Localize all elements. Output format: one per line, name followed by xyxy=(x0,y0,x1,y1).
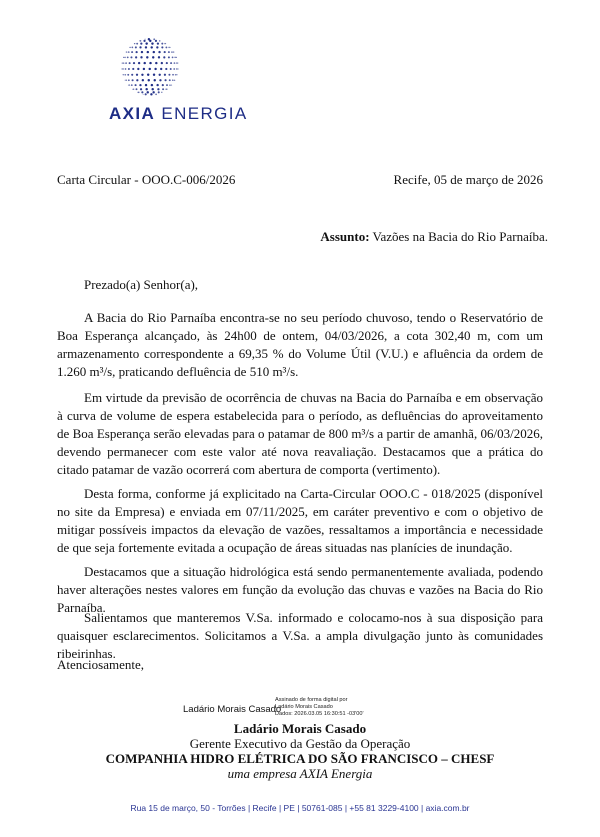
sphere-dot xyxy=(140,40,142,42)
sphere-dot xyxy=(151,84,153,86)
sphere-dot xyxy=(165,43,166,44)
company-name: COMPANHIA HIDRO ELÉTRICA DO SÃO FRANCISCO – CHESF xyxy=(105,751,495,766)
sphere-dot xyxy=(169,84,171,86)
sphere-dot xyxy=(143,94,144,95)
paragraph-4: Destacamos que a situação hidrológica está sendo permanentemente avaliada, podendo haver alterações nestes valores em função da evolução das chuvas e vazões na Bacia do Rio Parnaíba. xyxy=(57,564,543,615)
sphere-dot xyxy=(151,42,153,44)
sphere-dot xyxy=(162,88,164,90)
sphere-dot xyxy=(156,46,158,48)
sphere-dot xyxy=(153,51,155,53)
sphere-dot xyxy=(131,74,133,76)
digital-signature-line-2: Ladário Morais Casado xyxy=(275,704,333,711)
sphere-dot xyxy=(174,62,176,64)
sphere-dot xyxy=(127,74,129,76)
sphere-dot xyxy=(133,62,135,64)
digital-signature-line-1: Assinado de forma digital por xyxy=(275,697,348,703)
sphere-dot xyxy=(137,68,139,70)
sphere-dot xyxy=(155,94,157,96)
sphere-dot xyxy=(171,85,172,86)
company-tagline: uma empresa AXIA Energia xyxy=(227,766,373,781)
paragraph-2: Em virtude da previsão de ocorrência de chuvas na Bacia do Parnaíba e em observação à curva de volume de espera estabelecida para o período, as defluências do aproveitamento de Boa Esperança serão elevadas para o patamar de 800 m³/s a partir de amanhã, 06/03/2026, devendo permanecer com este valor até nova reavaliação. Destacamos que a prática do citado patamar de vazão ocorrerá com abertura de comporta (vertimento). xyxy=(57,390,543,477)
sphere-dot xyxy=(159,40,161,42)
sphere-dot xyxy=(154,79,156,81)
sphere-dot xyxy=(170,68,172,70)
sphere-dot xyxy=(127,56,129,58)
sphere-dot xyxy=(136,51,138,53)
brand-wordmark xyxy=(109,104,309,124)
sphere-dot xyxy=(130,47,131,48)
letter-subject xyxy=(320,229,548,245)
sphere-dot xyxy=(175,74,177,76)
sphere-dot xyxy=(142,79,144,81)
sphere-dot xyxy=(172,74,174,76)
greeting: Prezado(a) Senhor(a), xyxy=(84,277,199,292)
sphere-dot xyxy=(170,62,172,64)
sphere-dot xyxy=(121,68,122,69)
sphere-dot xyxy=(166,84,168,86)
sphere-dot xyxy=(132,68,134,70)
sphere-dot xyxy=(155,62,157,64)
sphere-dot xyxy=(152,56,154,58)
sphere-dot xyxy=(140,43,142,45)
sphere-dot xyxy=(160,68,162,70)
sphere-dot xyxy=(130,56,132,58)
sphere-dot xyxy=(169,79,171,81)
sphere-dot xyxy=(129,62,131,64)
sphere-dot xyxy=(153,74,155,76)
sphere-dot xyxy=(173,52,174,53)
sphere-dot xyxy=(152,91,154,93)
brand-name-rest: ENERGIA xyxy=(161,104,248,123)
sphere-dot xyxy=(124,74,126,76)
sphere-dot xyxy=(154,68,156,70)
sphere-dot xyxy=(145,88,147,90)
sphere-dot xyxy=(151,88,153,90)
paragraph-1: A Bacia do Rio Parnaíba encontra-se no seu período chuvoso, tendo o Reservatório de Boa Esperança alcançado, às 24h00 de ontem, 04/03/2026, a cota 302,40 m, com um armazenamento correspondente a 69,35 % do Volume Útil (V.U.) e afluência da ordem de 1.260 m³/s, praticando defluência de 510 m³/s. xyxy=(57,310,543,379)
brand-name-bold: AXIA xyxy=(109,104,156,123)
sphere-dot xyxy=(164,74,166,76)
subject-label: Assunto: xyxy=(320,229,370,244)
sphere-dot xyxy=(172,56,174,58)
sphere-dot xyxy=(155,40,157,42)
sphere-dot xyxy=(124,57,126,59)
sphere-dot xyxy=(147,51,149,53)
sphere-dot xyxy=(138,62,140,64)
sphere-dot xyxy=(168,51,170,53)
signer-title: Gerente Executivo da Gestão da Operação xyxy=(189,736,411,751)
sphere-dot xyxy=(177,63,178,64)
sphere-dot xyxy=(166,62,168,64)
sphere-dot xyxy=(138,92,140,94)
sphere-dot xyxy=(126,51,127,52)
sphere-dot xyxy=(128,51,130,53)
sphere-dot xyxy=(156,84,158,86)
sphere-dot xyxy=(148,79,150,81)
sphere-dot xyxy=(143,68,145,70)
sphere-dot xyxy=(131,84,133,86)
sphere-dot xyxy=(158,56,160,58)
sphere-dot xyxy=(176,57,177,58)
signer-name: Ladário Morais Casado xyxy=(233,721,367,736)
sphere-dot xyxy=(147,91,149,93)
sphere-dot xyxy=(131,47,133,49)
sphere-dot xyxy=(125,68,127,70)
sphere-dot xyxy=(171,51,173,53)
sphere-dot xyxy=(135,46,137,48)
sphere-dot xyxy=(143,62,145,64)
sphere-dot xyxy=(164,51,166,53)
sphere-dot xyxy=(122,68,123,69)
sphere-dot xyxy=(168,47,170,49)
sphere-dot xyxy=(131,51,133,53)
sphere-dot xyxy=(165,88,167,90)
sphere-dot xyxy=(165,46,167,48)
sphere-dot xyxy=(163,56,165,58)
sphere-dot xyxy=(161,43,163,45)
sphere-dot xyxy=(149,62,151,64)
paragraph-3: Desta forma, conforme já explicitado na Carta-Circular OOO.C - 018/2025 (disponível no site da Empresa) e enviada em 07/11/2025, em caráter preventivo e com o objetivo de mitigar possíveis impactos da elevação de vazões, ressaltamos a importância e necessidade de que seja fortemente evitada a ocupação de áreas situadas nas planícies de inundação. xyxy=(57,486,543,555)
sphere-dot xyxy=(135,84,137,86)
sphere-dot xyxy=(133,88,134,89)
letter-date: Recife, 05 de março de 2026 xyxy=(393,172,543,187)
letter-reference: Carta Circular - OOO.C-006/2026 xyxy=(57,172,236,187)
sphere-dot xyxy=(125,80,126,81)
sphere-dot xyxy=(123,62,125,64)
sphere-dot xyxy=(122,62,123,63)
sphere-dot xyxy=(174,57,175,58)
sphere-dot xyxy=(157,43,159,45)
sphere-dot xyxy=(145,93,147,95)
sphere-dot xyxy=(150,46,152,48)
sphere-dot xyxy=(145,42,147,44)
sphere-dot xyxy=(136,79,138,81)
sphere-dot xyxy=(128,68,130,70)
sphere-dot xyxy=(129,84,130,85)
sphere-dot xyxy=(157,88,159,90)
sphere-dot xyxy=(173,68,175,70)
sphere-dot xyxy=(176,74,177,75)
sphere-dot xyxy=(126,79,127,80)
sphere-dot xyxy=(135,56,137,58)
sphere-dot xyxy=(136,74,138,76)
sphere-dot xyxy=(143,40,145,42)
sphere-dot xyxy=(125,62,127,64)
sphere-dot xyxy=(141,74,143,76)
geodesic-sphere-icon xyxy=(112,36,188,98)
closing: Atenciosamente, xyxy=(57,657,144,672)
sphere-dot xyxy=(145,46,147,48)
sphere-dot xyxy=(158,51,160,53)
digital-signature-details xyxy=(275,697,364,719)
sphere-dot xyxy=(145,84,147,86)
sphere-dot xyxy=(134,43,135,44)
sphere-dot xyxy=(147,74,149,76)
digital-signature-name: Ladário Morais Casado xyxy=(183,704,282,715)
subject-text: Vazões na Bacia do Rio Parnaíba. xyxy=(372,229,548,244)
sphere-dot xyxy=(146,56,148,58)
sphere-dot xyxy=(128,79,130,81)
sphere-dot xyxy=(158,91,160,93)
sphere-dot xyxy=(140,56,142,58)
paragraph-5: Salientamos que manteremos V.Sa. informado e colocamo-nos à sua disposição para quaisquer esclarecimentos. Solicitamos a V.Sa. a ampla divulgação junto às comunidades ribeirinhas. xyxy=(57,610,543,661)
sphere-dot xyxy=(168,74,170,76)
sphere-dot xyxy=(159,79,161,81)
sphere-dot xyxy=(149,40,151,42)
sphere-dot xyxy=(161,46,163,48)
sphere-dot xyxy=(167,89,168,90)
footer-address: Rua 15 de março, 50 - Torrões | Recife | PE | 50761-085 | +55 81 3229-4100 | axia.com.br xyxy=(130,803,470,813)
sphere-dot xyxy=(176,68,177,69)
signature-block xyxy=(0,721,600,781)
sphere-dot xyxy=(136,43,138,45)
sphere-dot xyxy=(123,57,124,58)
sphere-dot xyxy=(161,92,162,93)
sphere-dot xyxy=(140,88,142,90)
sphere-dot xyxy=(149,68,151,70)
sphere-dot xyxy=(123,74,124,75)
sphere-dot xyxy=(153,38,155,40)
sphere-dot xyxy=(159,74,161,76)
sphere-dot xyxy=(136,88,138,90)
sphere-dot xyxy=(170,47,171,48)
sphere-dot xyxy=(132,79,134,81)
sphere-dot xyxy=(164,79,166,81)
sphere-dot xyxy=(139,46,141,48)
sphere-dot xyxy=(177,68,178,69)
sphere-dot xyxy=(139,84,141,86)
sphere-dot xyxy=(141,91,143,93)
sphere-dot xyxy=(161,62,163,64)
digital-signature-line-3: Dados: 2026.03.05 16:30:51 -03'00' xyxy=(275,711,364,718)
sphere-dot xyxy=(141,51,143,53)
sphere-dot xyxy=(165,68,167,70)
sphere-dot xyxy=(150,93,152,95)
sphere-dot xyxy=(174,80,175,81)
sphere-dot xyxy=(145,39,146,40)
sphere-dot xyxy=(168,56,170,58)
sphere-dot xyxy=(172,79,174,81)
sphere-dot xyxy=(162,84,164,86)
